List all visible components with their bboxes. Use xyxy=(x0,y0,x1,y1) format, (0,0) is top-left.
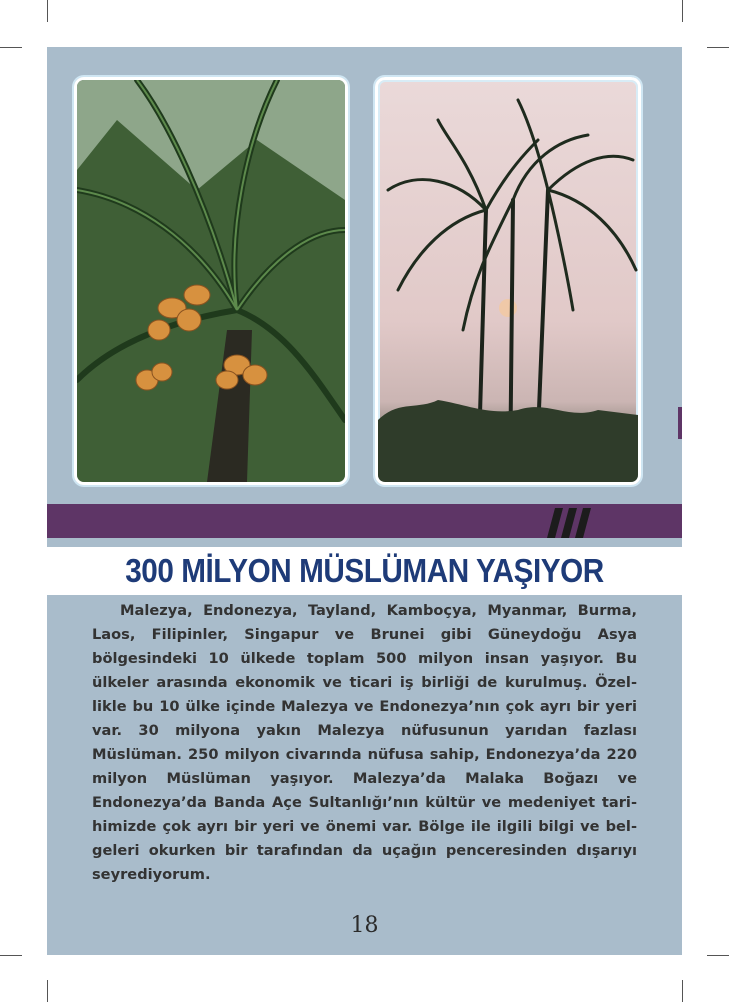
crop-mark xyxy=(0,47,22,48)
side-tab xyxy=(678,407,682,439)
book-page xyxy=(47,47,682,955)
page-heading: 300 MİLYON MÜSLÜMAN YAŞIYOR xyxy=(125,552,604,589)
page-number: 18 xyxy=(350,913,379,938)
section-band xyxy=(47,504,682,538)
body-paragraph: Malezya, Endonezya, Tayland, Kamboçya, Myanmar, Burma, Laos, Filipinler, Singapur ve Brunei gibi Güneydoğu Asya bölgesindeki 10 ülkede toplam 500 milyon insan yaşıyor. Bu ülkeler arasında ekonomik ve ticari iş birliği de kurulmuş. Özellikle bu 10 ülke içinde Malezya ve Endonezya’nın çok ayrı bir yeri var. 30 milyona yakın Malezya nüfusunun yarıdan fazlası Müslüman. 250 milyon civarında nüfusa sahip, Endonezya’da 220 milyon Müslüman yaşıyor. Malezya’da Malaka Boğazı ve Endonezya’da Banda Açe Sultanlığı’nın kültür ve medeniyet tarihimizde çok ayrı bir yeri ve önemi var. Bölge ile ilgili bilgi ve belgeleri okurken bir tarafından da uçağın penceresinden dışarıyı seyrediyorum. xyxy=(92,602,637,883)
coconut-palm-photo xyxy=(74,77,348,485)
stripes-decoration xyxy=(539,508,595,538)
crop-mark xyxy=(682,0,683,22)
crop-mark xyxy=(707,955,729,956)
crop-mark xyxy=(47,0,48,22)
heading-bar xyxy=(47,547,682,595)
crop-mark xyxy=(47,980,48,1002)
crop-mark xyxy=(707,47,729,48)
palm-trees-sunset-photo xyxy=(375,77,641,485)
palm-trees-illustration xyxy=(378,80,638,482)
crop-mark xyxy=(0,955,22,956)
coconut-palm-illustration xyxy=(77,80,345,482)
crop-mark xyxy=(682,980,683,1002)
